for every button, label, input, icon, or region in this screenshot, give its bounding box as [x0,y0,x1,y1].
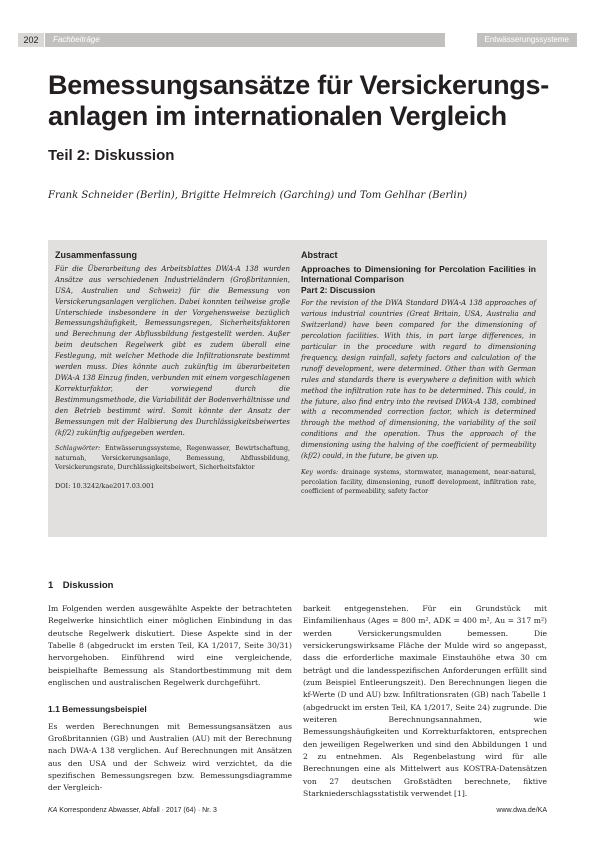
body-paragraph: Es werden Berechnungen mit Bemessungsansätzen aus Großbritannien (GB) und Australien (AU) mit der Berechnung nach DWA-A 138 verglichen. Auf Berechnungen mit Ansätzen aus den USA und der Schweiz wird verzichtet, da die spezifischen Bemessungsregen bzw. Bemessungsdiagramme der Vergleich- [48,721,292,793]
article-title: Bemessungsansätze für Versickerungsanlagen im internationalen Vergleich [48,70,550,131]
abstract-english-title-text: Approaches to Dimensioning for Percolation Facilities in International Comparison [301,263,536,285]
body-column-right [303,603,547,801]
abstract-german-text: Für die Überarbeitung des Arbeitsblattes DWA-A 138 wurden Ansätze aus verschiedenen Industrieländern (Großbritannien, USA, Australien und Schweiz) für die Bemessung von Versickerungsanlagen verglichen. Dabei konnten teilweise große Unterschiede insbesondere in der Vorgehensweise bezüglich Bemessungshäufigkeit, Bemessungsregen, Sicherheitsfaktoren und Berechnung der Abflussbildung festgestellt werden. Außer beim deutschen Regelwerk gibt es zudem überall eine Festlegung, mit welcher Methode die Infiltrationsrate bestimmt werden muss. Dies könnte auch zukünftig im überarbeiteten DWA-A 138 Einzug finden, verbunden mit einem vorgeschlagenen Korrekturfaktor, der vorwiegend durch die Bestimmungsmethode, die Variabilität der Bodenverhältnisse und den Betrieb bestimmt wird. Somit könnte der Ansatz der Bemessungen mit der Halbierung des Durchlässigkeitsbeiwertes (kf/2) zukünftig aufgegeben werden. [55,264,290,437]
abstract-english-text: For the revision of the DWA Standard DWA-A 138 approaches of various industrial countries (Great Britain, USA, Australia and Switzerland) have been compared for the dimensioning of percolation facilities. With this, in part large differences, in particular in the procedure with regard to dimensioning frequency, design rainfall, safety factors and calculation of the runoff development, were determined. Other than with German rules and standards there is everywhere a definition with which method the infiltration rate has to be determined. This could, in the future, also find entry into the revised DWA-A 138, combined with a recommended correction factor, which is determined through the method of dimensioning, the variability of the soil conditions and the operation. Thus the approach of the dimensioning using the halving of the coefficient of permeability (kf/2) could, in the future, be given up. [301,299,536,461]
keywords-german-label: Schlagwörter: [55,445,101,453]
abstract-german-heading: Zusammenfassung [55,250,138,260]
body-paragraph: Im Folgenden werden ausgewählte Aspekte der betrachteten Regelwerke hinsichtlich einer möglichen Einbindung in das deutsche Regelwerk diskutiert. Diese Aspekte sind in der Tabelle 8 (abgedruckt im ersten Teil, KA 1/2017, Seite 30/31) hervorgehoben. Einführend wird eine vergleichende, beispielhafte Bemessung als Standortbestimmung mit dem englischen und australischen Regelwerk durchgeführt. [48,604,292,688]
footer-ka: KA [48,807,58,814]
article-subtitle: Teil 2: Diskussion [48,147,175,164]
abstract-box [48,240,547,537]
footer-url: www.dwa.de/KA [496,807,547,814]
running-header [18,33,577,47]
body-paragraph: barkeit entgegenstehen. Für ein Grundstück mit Einfamilienhaus (Ages = 800 m², ADK = 400 m², Au = 317 m²) werden Versickerungsmulden bemessen. Die versickerungswirksame Fläche der Mulde wird so angepasst, dass die erforderliche maximale Einstauhöhe etwa 30 cm beträgt und die landesspezifischen Anforderungen erfüllt sind (zum Beispiel Entleerungszeit). Den Berechnungen liegen die kf-Werte (D und AU) bzw. Infiltrationsraten (GB) nach Tabelle 1 (abgedruckt im ersten Teil, KA 1/2017, Seite 24) zugrunde. Die weiteren Berechnungsannahmen, wie Bemessungshäufigkeiten und Korrekturfaktoren, entsprechen den jeweiligen Regelwerken und sind den Abbildungen 1 und 2 zu entnehmen. Als Regenbelastung wird für alle Berechnungen eine als Mittelwert aus KOSTRA-Datensätzen von 27 deutschen Großstädten berechnete, fiktive Starkniederschlagsstatistik verwendet [1]. [303,604,547,799]
section-label: Fachbeiträge [45,33,445,47]
subsection-heading: 1.1 Bemessungsbeispiel [48,704,147,715]
abstract-english-heading: Abstract [301,250,338,260]
keywords-english [301,468,536,497]
keywords-english-label: Key words: [301,469,339,476]
doi: DOI: 10.3242/kae2017.03.001 [55,481,155,490]
body-column-left [48,603,292,795]
abstract-german [55,250,290,492]
abstract-english-title [301,264,536,296]
category-label: Entwässerungssysteme [477,33,577,47]
abstract-english [301,250,536,497]
keywords-german [55,444,290,473]
abstract-english-part: Part 2: Discussion [301,284,376,295]
footer-journal [48,807,217,814]
footer-journal-text: Korrespondenz Abwasser, Abfall · 2017 (64) · Nr. 3 [57,807,217,814]
article-authors: Frank Schneider (Berlin), Brigitte Helmreich (Garching) und Tom Gehlhar (Berlin) [48,190,468,201]
page-number: 202 [18,33,44,47]
section-heading: 1 Diskussion [48,580,114,591]
keywords-german-list: Entwässerungssysteme, Regenwasser, Bewirtschaftung, naturnah, Versickerungsanlage, Bemessung, Abflussbildung, Versickerungsrate, Durchlässigkeitsbeiwert, Sicherheitsfaktor [55,445,290,472]
keywords-english-list: drainage systems, stormwater, management, near-natural, percolation facility, dimensioning, runoff development, infiltration rate, coefficient of permeability, safety factor [301,469,536,495]
